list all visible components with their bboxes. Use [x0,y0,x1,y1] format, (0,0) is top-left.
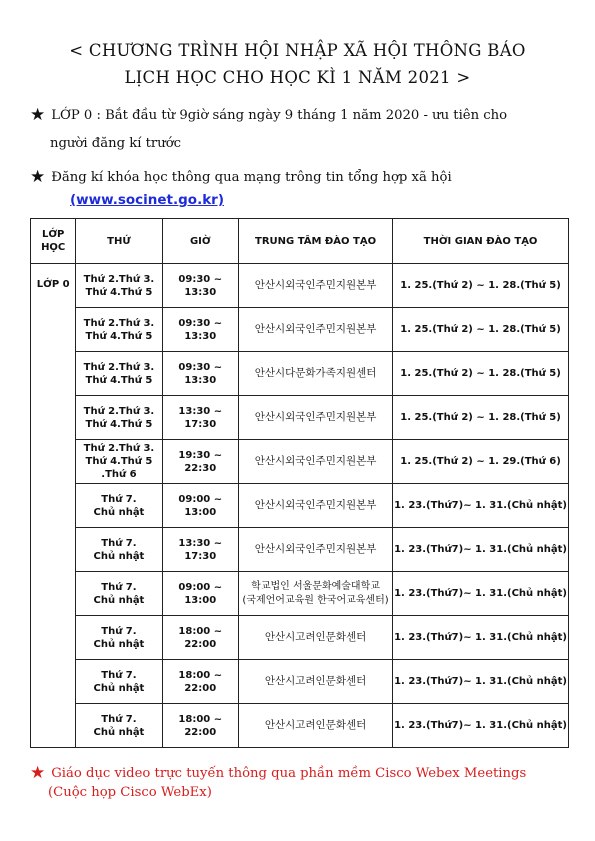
time-cell [162,704,239,748]
header-period: THỜI GIAN ĐÀO TẠO [393,219,569,264]
center-cell [239,616,393,660]
period-text: 1. 23.(Thứ7)~ 1. 31.(Chủ nhật) [394,544,567,555]
period-cell [393,396,569,440]
center-name: 학교법인 서울문화예술대학교 [251,580,380,592]
period-text: 1. 23.(Thứ7)~ 1. 31.(Chủ nhật) [394,632,567,643]
time-text: 13:30 ~ 17:30 [178,537,223,562]
center-cell [239,396,393,440]
center-cell [239,660,393,704]
time-text: 18:00 ~ 22:00 [178,713,223,738]
period-text: 1. 25.(Thứ 2) ~ 1. 28.(Thứ 5) [400,368,561,379]
period-cell [393,528,569,572]
day-line: Thứ 2.Thứ 3. [83,273,155,285]
star-icon: ★ [30,763,46,783]
center-name: 안산시고려인문화센터 [264,631,367,643]
table-row [31,572,569,616]
period-cell [393,484,569,528]
period-text: 1. 25.(Thứ 2) ~ 1. 28.(Thứ 5) [400,280,561,291]
day-line: Thứ 2.Thứ 3. [83,443,155,454]
level0-note-text: LỚP 0 : Bắt đầu từ 9giờ sáng ngày 9 tháng 1 năm 2020 - ưu tiên cho [51,108,508,123]
day-line: .Thứ 6 [101,469,137,480]
center-name: 안산시외국인주민지원본부 [254,411,377,423]
day-cell [76,308,162,352]
time-text: 09:30 ~ 13:30 [178,317,223,342]
day-line: Thứ 4.Thứ 5 [85,374,153,386]
center-cell [239,352,393,396]
title-line-1: < CHƯƠNG TRÌNH HỘI NHẬP XÃ HỘI THÔNG BÁO [69,41,526,60]
time-text: 18:00 ~ 22:00 [178,625,223,650]
day-cell [76,572,162,616]
day-line: Thứ 2.Thứ 3. [83,317,155,329]
period-cell [393,704,569,748]
time-text: 09:30 ~ 13:30 [178,361,223,386]
header-center: TRUNG TÂM ĐÀO TẠO [239,219,393,264]
star-icon: ★ [30,105,46,125]
time-cell [162,264,239,308]
socinet-link[interactable]: (www.socinet.go.kr) [70,192,225,208]
table-row [31,396,569,440]
day-line: Thứ 7. [101,669,137,681]
day-cell [76,352,162,396]
header-level-line2: HỌC [41,242,66,253]
day-line: Thứ 4.Thứ 5 [85,330,153,342]
time-cell [162,440,239,484]
time-text: 09:00 ~ 13:00 [178,493,223,518]
center-cell [239,528,393,572]
day-cell [76,528,162,572]
day-cell [76,440,162,484]
day-cell [76,616,162,660]
day-line: Chủ nhật [93,550,145,562]
table-row [31,352,569,396]
day-cell [76,704,162,748]
day-line: Chủ nhật [93,506,145,518]
center-cell [239,440,393,484]
time-cell [162,660,239,704]
period-text: 1. 23.(Thứ7)~ 1. 31.(Chủ nhật) [394,500,567,511]
online-note-continued: (Cuộc họp Cisco WebEx) [48,785,212,800]
time-cell [162,572,239,616]
online-note [30,762,526,782]
center-name: 안산시고려인문화센터 [264,719,367,731]
period-cell [393,308,569,352]
period-text: 1. 25.(Thứ 2) ~ 1. 28.(Thứ 5) [400,412,561,423]
table-header-row [31,219,569,264]
center-name: 안산시다문화가족지원센터 [254,367,377,379]
period-text: 1. 23.(Thứ7)~ 1. 31.(Chủ nhật) [394,720,567,731]
table-row [31,440,569,484]
day-line: Chủ nhật [93,726,145,738]
center-subname: (국제언어교육원 한국어교육센터) [242,594,389,606]
table-row [31,308,569,352]
time-text: 09:00 ~ 13:00 [178,581,223,606]
header-time: GIỜ [162,219,239,264]
online-note-text: Giáo dục video trực tuyến thông qua phần mềm Cisco Webex Meetings [51,766,527,781]
table-row [31,704,569,748]
day-line: Thứ 4.Thứ 5 [85,286,153,298]
day-line: Thứ 4.Thứ 5 [85,418,153,430]
center-cell [239,704,393,748]
period-text: 1. 23.(Thứ7)~ 1. 31.(Chủ nhật) [394,676,567,687]
day-line: Thứ 7. [101,493,137,505]
period-text: 1. 25.(Thứ 2) ~ 1. 28.(Thứ 5) [400,324,561,335]
time-cell [162,484,239,528]
time-text: 18:00 ~ 22:00 [178,669,223,694]
time-cell [162,396,239,440]
time-text: 13:30 ~ 17:30 [178,405,223,430]
day-cell [76,396,162,440]
register-note-text: Đăng kí khóa học thông qua mạng trông tin tổng hợp xã hội [51,170,452,185]
table-row [31,528,569,572]
day-cell [76,660,162,704]
center-name: 안산시외국인주민지원본부 [254,543,377,555]
center-cell [239,264,393,308]
day-line: Chủ nhật [93,594,145,606]
day-line: Thứ 7. [101,625,137,637]
day-line: Thứ 7. [101,713,137,725]
day-line: Chủ nhật [93,682,145,694]
day-line: Thứ 4.Thứ 5 [85,456,153,467]
center-cell [239,484,393,528]
time-cell [162,352,239,396]
time-cell [162,616,239,660]
center-name: 안산시고려인문화센터 [264,675,367,687]
time-cell [162,308,239,352]
title-line-2: LỊCH HỌC CHO HỌC KÌ 1 NĂM 2021 > [124,68,471,87]
register-note [30,166,452,186]
day-cell [76,484,162,528]
time-text: 09:30 ~ 13:30 [178,273,223,298]
center-name: 안산시외국인주민지원본부 [254,499,377,511]
star-icon: ★ [30,167,46,187]
day-cell [76,264,162,308]
period-text: 1. 23.(Thứ7)~ 1. 31.(Chủ nhật) [394,588,567,599]
schedule-table [30,218,569,748]
header-day: THỨ [76,219,162,264]
time-cell [162,528,239,572]
center-name: 안산시외국인주민지원본부 [254,279,377,291]
day-line: Thứ 7. [101,581,137,593]
day-line: Thứ 7. [101,537,137,549]
center-name: 안산시외국인주민지원본부 [254,455,377,467]
period-cell [393,572,569,616]
day-line: Thứ 2.Thứ 3. [83,361,155,373]
period-cell [393,264,569,308]
table-row [31,616,569,660]
table-row [31,264,569,308]
table-row [31,660,569,704]
level0-note [30,104,507,124]
center-cell [239,308,393,352]
table-body [31,264,569,748]
period-text: 1. 25.(Thứ 2) ~ 1. 29.(Thứ 6) [400,456,561,467]
center-cell [239,572,393,616]
time-text: 19:30 ~ 22:30 [178,449,223,474]
table-row [31,484,569,528]
header-level-line1: LỚP [41,229,65,240]
day-line: Chủ nhật [93,638,145,650]
level0-note-continued: người đăng kí trước [50,136,182,151]
period-cell [393,440,569,484]
level-cell: LỚP 0 [31,264,76,748]
period-cell [393,352,569,396]
center-name: 안산시외국인주민지원본부 [254,323,377,335]
period-cell [393,660,569,704]
period-cell [393,616,569,660]
day-line: Thứ 2.Thứ 3. [83,405,155,417]
header-level [31,219,76,264]
